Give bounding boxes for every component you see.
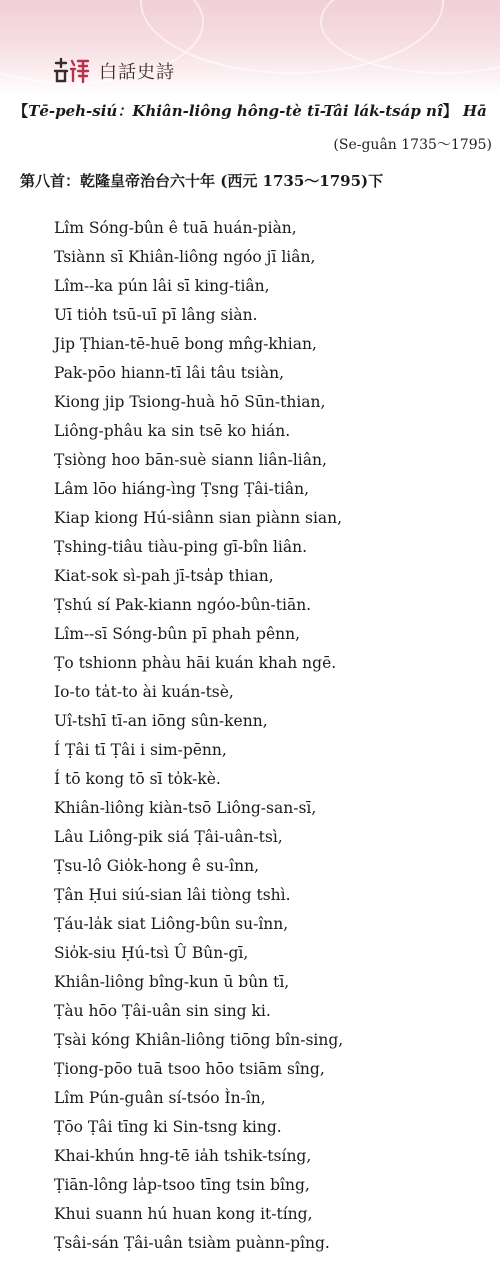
poem-line: Ṭsài kóng Khiân-liông tiōng bîn-sing, [54,1031,344,1049]
poem-line: Uî-tshī tī-an iōng sûn-kenn, [54,712,268,730]
poem-line: Ṭân Ḥui siú-sian lâi tiòng tshì. [54,886,291,904]
title-suffix: Hā [462,102,487,120]
header-banner [0,0,500,95]
poem-line: Kiong jip Tsiong-huà hō Sūn-thian, [54,393,326,411]
poem-line: Lîm Pún-guân sí-tsóo Ìn-în, [54,1089,266,1107]
poem-line: Ṭáu-la̍k siat Liông-bûn su-înn, [54,915,289,933]
poem-line: Ṭōo Ṭâi tīng ki Sin-tsng king. [54,1118,282,1136]
poem-line: Ṭsu-lô Gio̍k-hong ê su-înn, [54,857,260,875]
poem-line: Ṭiān-lông la̍p-tsoo tīng tsin bîng, [54,1176,310,1194]
poem-line: Sio̍k-siu Ḥú-tsì Û Bûn-gī, [54,944,249,962]
page-title [0,100,500,121]
poem-line: Io-to ta̍t-to ài kuán-tsè, [54,683,234,701]
poem-line: Lâu Liông-pik siá Ṭâi-uân-tsì, [54,828,283,846]
section-subtitle: 第八首：乾隆皇帝治台六十年 (西元 1735～1795)下 [20,172,384,190]
poem-line: Khiân-liông kiàn-tsō Liông-san-sī, [54,799,317,817]
logo-text: 白話史詩 [99,62,175,83]
poem-line: Jip Ṭhian-tē-huē bong mn̂g-khian, [54,335,317,353]
poem-line: Lîm--ka pún lâi sī king-tiân, [54,277,270,295]
poem-line: Liông-phâu ka sin tsē ko hián. [54,422,291,440]
poem-line: Í Ṭâi tī Ṭâi i sim-pēnn, [54,741,227,759]
poem-line: Ṭàu hōo Ṭâi-uân sin sing ki. [54,1002,271,1020]
poem-body [54,214,494,1258]
poem-line: Ṭshing-tiâu tiàu-ping gī-bîn liân. [54,538,308,556]
poem-line: Pak-pōo hiann-tī lâi tâu tsiàn, [54,364,285,382]
site-logo[interactable] [52,56,175,86]
poem-line: Uī tio̍h tsū-uī pī lâng siàn. [54,306,258,324]
title-name: Tē-peh-siú： [28,102,133,120]
poem-line: Í tō kong tō sī to̍k-kè. [54,770,221,788]
title-work: Khiân-liông hông-tè tī-Tâi lák-tsáp nî [132,102,443,120]
poem-line: Ṭshú sí Pak-kiann ngóo-bûn-tiān. [54,596,312,614]
poem-line: Ṭiong-pōo tuā tsoo hōo tsiām sîng, [54,1060,325,1078]
poem-line: Lâm lōo hiáng-ìng Ṭsng Ṭâi-tiân, [54,480,310,498]
title-open-bracket: 【 [13,102,29,120]
poem-line: Khiân-liông bîng-kun ū bûn tī, [54,973,290,991]
poem-line: Tsiànn sī Khiân-liông ngóo jī liân, [54,248,316,266]
title-close-bracket: 】 [442,102,458,120]
author-dates: (Se-guân 1735～1795) [333,137,492,153]
poem-line: Lîm Sóng-bûn ê tuā huán-piàn, [54,219,297,237]
poem-line: Ṭo tshionn phàu hāi kuán khah ngē. [54,654,337,672]
poem-line: Khai-khún hng-tē ia̍h tshik-tsíng, [54,1147,312,1165]
poem-line: Kiap kiong Hú-siânn sian piànn sian, [54,509,343,527]
poem-line: Khui suann hú huan kong it-tíng, [54,1205,313,1223]
poem-line: Kiat-sok sì-pah jī-tsa̍p thian, [54,567,274,585]
poem-line: Lîm--sī Sóng-bûn pī phah pênn, [54,625,301,643]
poem-line: Ṭsâi-sán Ṭâi-uân tsiàm puànn-pîng. [54,1234,330,1252]
taiwan-logo-icon [52,57,92,85]
poem-line: Ṭsiòng hoo bān-suè siann liân-liân, [54,451,327,469]
